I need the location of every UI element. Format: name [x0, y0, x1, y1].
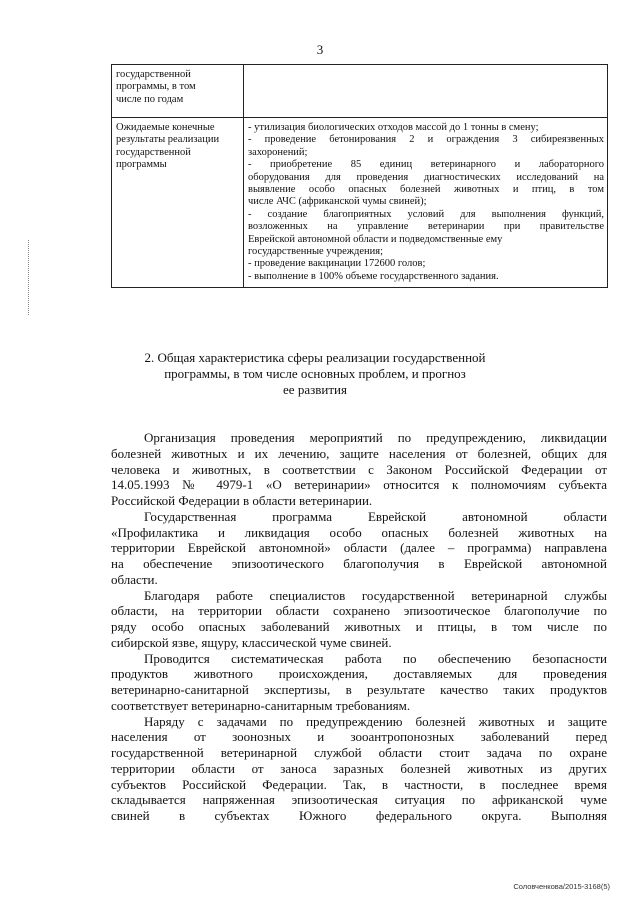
- result-line: - выполнение в 100% объеме государственного задания.: [248, 270, 499, 282]
- row1-label-line: государственной: [116, 69, 191, 80]
- paragraph: [111, 651, 607, 714]
- text-line: субъектов Российской Федерации. Так, в частности, в последнее время: [111, 776, 607, 792]
- text-line: области, на территории области сохранено эпизоотическое благополучие по: [111, 603, 607, 619]
- row1-label-line: числе по годам: [116, 93, 184, 105]
- text-line: соответствует ветеринарно-санитарным требованиям.: [111, 697, 411, 713]
- margin-mark: [28, 240, 29, 315]
- text-line: Российской Федерации в области ветеринарии.: [111, 493, 373, 508]
- table-row: [112, 118, 608, 288]
- program-passport-table: [111, 64, 608, 288]
- section-heading: [120, 350, 510, 398]
- paragraph: [111, 509, 607, 588]
- document-id: Соловченкова/2015-3168(5): [513, 882, 610, 891]
- expected-results-cell: [244, 118, 608, 288]
- body-text: [111, 430, 607, 824]
- text-line: Благодаря работе специалистов государственной ветеринарной службы: [144, 587, 607, 603]
- text-line: 14.05.1993 № 4979-1 «О ветеринарии» относится к полномочиям субъекта: [111, 477, 607, 493]
- paragraph: [111, 588, 607, 651]
- funding-label-cell: [112, 65, 244, 118]
- table-row: [112, 65, 608, 118]
- result-line: возложенных на управление ветеринарии при правительстве: [248, 221, 604, 233]
- expected-results-label-cell: [112, 118, 244, 288]
- row1-label-line: программы, в том: [116, 81, 196, 93]
- result-line: выявление особо опасных болезней животных и птиц, в том: [248, 184, 604, 196]
- text-line: складывается напряженная эпизоотическая ситуация по африканской чуме: [111, 792, 607, 808]
- text-line: «Профилактика и ликвидация особо опасных болезней животных на: [111, 524, 607, 540]
- row2-label-line: результаты реализации: [116, 134, 220, 146]
- result-line: - приобретение 85 единиц ветеринарного и лабораторного: [248, 159, 604, 171]
- heading-line: 2. Общая характеристика сферы реализации государственной: [144, 350, 486, 365]
- text-line: Государственная программа Еврейской автономной области: [144, 508, 607, 524]
- result-line: оборудования для проведения диагностических исследований на: [248, 171, 604, 183]
- text-line: Наряду с задачами по предупреждению болезней животных и защите: [144, 713, 607, 729]
- heading-line: программы, в том числе основных проблем, и прогноз: [164, 366, 466, 381]
- funding-value-cell: [244, 65, 608, 118]
- text-line: болезней животных и их лечению, защите населения от болезней, общих для: [111, 445, 607, 461]
- text-line: на обеспечение эпизоотического благополучия в Еврейской автономной: [111, 556, 607, 571]
- result-line: Еврейской автономной области и подведомственные ему: [248, 233, 503, 245]
- text-line: свиней в субъектах Южного федерального округа. Выполняя: [111, 808, 607, 823]
- heading-line: ее развития: [283, 382, 347, 397]
- text-line: Проводится систематическая работа по обеспечению безопасности: [144, 650, 607, 666]
- result-line: государственные учреждения;: [248, 246, 383, 258]
- row2-label-line: программы: [116, 159, 167, 171]
- text-line: сибирской язве, ящуру, классической чуме свиней.: [111, 634, 392, 650]
- text-line: Организация проведения мероприятий по предупреждению, ликвидации: [144, 430, 607, 445]
- page-number: 3: [316, 42, 324, 57]
- text-line: населения от зоонозных и зооантропонозных заболеваний перед: [111, 729, 607, 745]
- text-line: ряду особо опасных заболеваний животных и птицы, в том числе по: [111, 619, 607, 634]
- row2-label-line: государственной: [116, 146, 191, 158]
- row2-label-line: Ожидаемые конечные: [116, 122, 215, 133]
- result-line: захоронений;: [248, 146, 308, 158]
- text-line: области.: [111, 571, 158, 587]
- text-line: ветеринарно-санитарной экспертизы, в результате качество таких продуктов: [111, 682, 607, 697]
- paragraph: [111, 714, 607, 824]
- text-line: территории Еврейской автономной» области (далее – программа) направлена: [111, 540, 607, 556]
- text-line: человека и животных, в соответствии с Законом Российской Федерации от: [111, 461, 607, 477]
- result-line: числе АЧС (африканской чумы свиней);: [248, 196, 427, 208]
- result-line: - создание благоприятных условий для выполнения функций,: [248, 208, 604, 220]
- result-line: - проведение вакцинации 172600 голов;: [248, 258, 426, 270]
- text-line: территории области от заноса заразных болезней животных из других: [111, 760, 607, 776]
- text-line: государственной ветеринарной службой области стоит задача по охране: [111, 745, 607, 760]
- result-line: - утилизация биологических отходов массой до 1 тонны в смену;: [248, 122, 539, 133]
- text-line: продуктов животного происхождения, доставляемых для проведения: [111, 666, 607, 682]
- paragraph: [111, 430, 607, 509]
- result-line: - проведение бетонирования 2 и ограждения 3 сибиреязвенных: [248, 134, 604, 146]
